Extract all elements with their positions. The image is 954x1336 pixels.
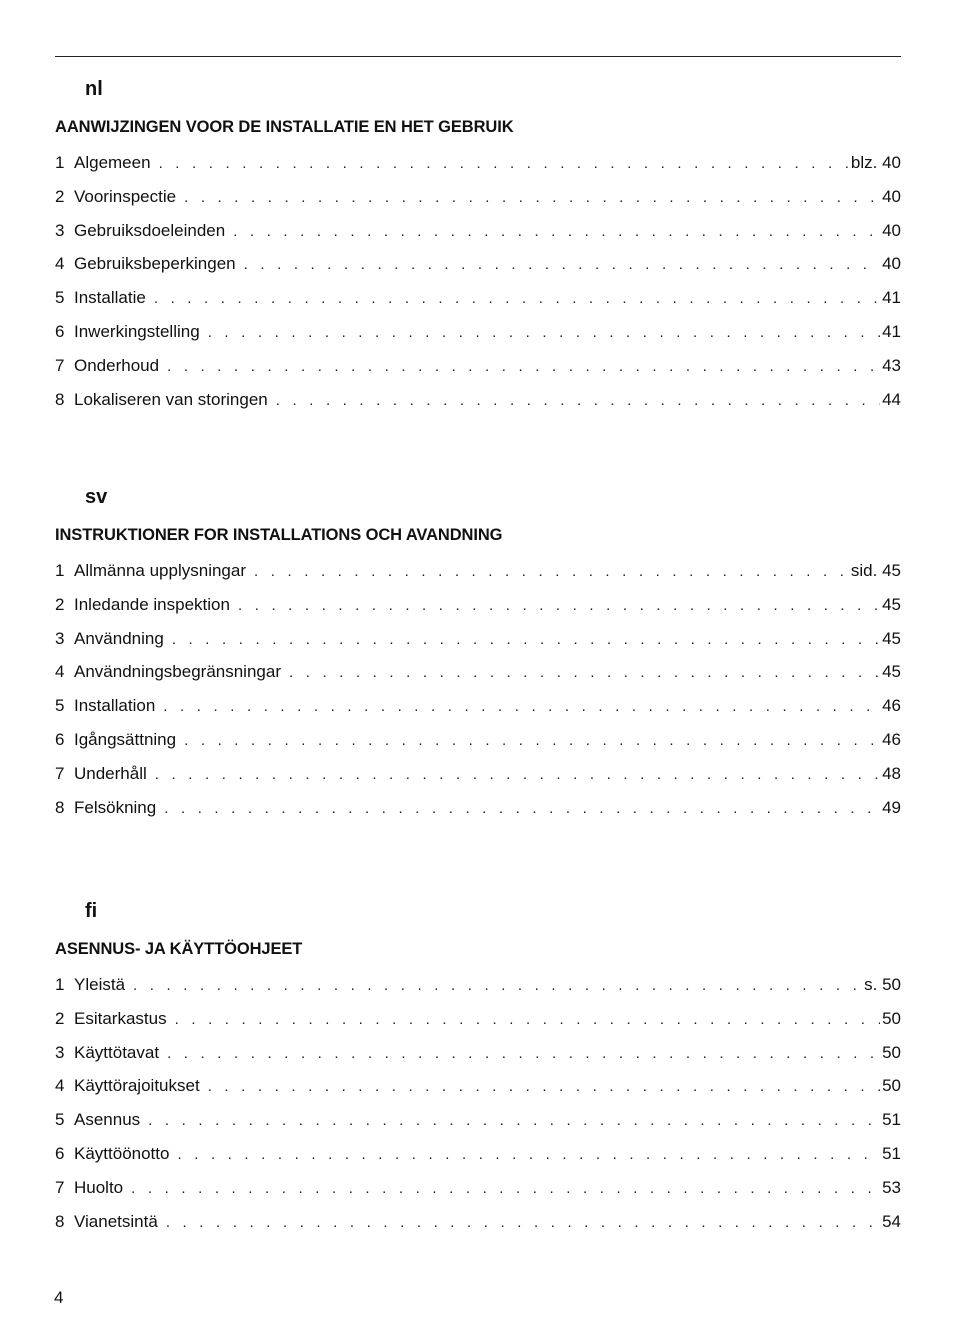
toc-entry [55, 655, 901, 689]
toc-entry-title: Inledande inspektion [74, 594, 230, 614]
toc-entry-page: s. 50 [864, 975, 901, 994]
dot-leader [254, 555, 849, 589]
toc-entry-title: Lokaliseren van storingen [74, 389, 268, 409]
toc-entry-title: Underhåll [74, 763, 147, 783]
top-rule [55, 56, 901, 57]
toc-entry-number: 5 [55, 696, 65, 716]
section-nl [55, 76, 901, 416]
toc-entry-page: 53 [882, 1177, 901, 1197]
toc-entry-page: blz. 40 [850, 153, 901, 172]
toc-list [55, 554, 901, 824]
toc-entry-title: Huolto [74, 1177, 124, 1197]
toc-entry [55, 1036, 901, 1070]
toc-entry-title: Esitarkastus [74, 1008, 167, 1028]
toc-entry-number: 1 [55, 975, 65, 994]
toc-entry-title: Allmänna upplysningar [74, 561, 246, 580]
toc-entry-number: 8 [55, 797, 65, 817]
toc-entry [55, 1137, 901, 1171]
toc-entry-title: Igångsättning [74, 729, 177, 749]
toc-entry [55, 180, 901, 214]
toc-entry-number: 1 [55, 561, 65, 580]
toc-entry [55, 689, 901, 723]
toc-entry-number: 7 [55, 763, 65, 783]
toc-entry-number: 3 [55, 220, 65, 240]
toc-entry-number: 4 [55, 662, 65, 682]
toc-entry-page: 41 [882, 321, 901, 341]
toc-entry-number: 5 [55, 1110, 65, 1130]
toc-entry-number: 7 [55, 1177, 65, 1197]
toc-entry-number: 2 [55, 594, 65, 614]
toc-entry-page: 49 [882, 797, 901, 817]
toc-entry-number: 5 [55, 288, 65, 308]
toc-entry-page: 50 [882, 1042, 901, 1062]
toc-entry-number: 3 [55, 1042, 65, 1062]
dot-leader [184, 724, 880, 758]
toc-entry-page: 40 [882, 254, 901, 274]
toc-entry [55, 968, 901, 1002]
toc-entry-title: Yleistä [74, 975, 126, 994]
toc-entry-page: sid. 45 [850, 561, 901, 580]
dot-leader [164, 792, 880, 826]
dot-leader [133, 969, 862, 1003]
toc-entry-page: 50 [882, 1008, 901, 1028]
toc-entry [55, 315, 901, 349]
toc-entry-title: Käyttötavat [74, 1042, 160, 1062]
toc-entry-number: 8 [55, 389, 65, 409]
toc-entry-page: 51 [882, 1110, 901, 1130]
toc-entry-number: 1 [55, 153, 65, 172]
toc-entry-number: 6 [55, 729, 65, 749]
toc-entry [55, 554, 901, 588]
dot-leader [163, 690, 880, 724]
toc-entry-page: 44 [882, 389, 901, 409]
dot-leader [289, 656, 880, 690]
toc-entry [55, 791, 901, 825]
section-heading: ASENNUS- JA KÄYTTÖOHJEET [55, 940, 303, 958]
toc-entry [55, 723, 901, 757]
section-fi [55, 898, 901, 1238]
toc-entry-number: 3 [55, 628, 65, 648]
toc-entry-page: 51 [882, 1143, 901, 1163]
toc-entry-number: 2 [55, 186, 65, 206]
toc-entry-number: 2 [55, 1008, 65, 1028]
toc-entry-number: 6 [55, 321, 65, 341]
toc-entry [55, 383, 901, 417]
dot-leader [184, 181, 880, 215]
dot-leader [148, 1104, 880, 1138]
toc-entry [55, 588, 901, 622]
toc-entry-page: 46 [882, 696, 901, 716]
dot-leader [238, 589, 880, 623]
toc-entry-title: Asennus [74, 1110, 141, 1130]
toc-entry [55, 1171, 901, 1205]
toc-entry-title: Vianetsintä [74, 1211, 158, 1231]
toc-entry-page: 45 [882, 628, 901, 648]
toc-entry-number: 4 [55, 254, 65, 274]
toc-entry-title: Inwerkingstelling [74, 321, 200, 341]
toc-entry-title: Installation [74, 696, 156, 716]
toc-entry [55, 622, 901, 656]
toc-entry-title: Algemeen [74, 153, 151, 172]
section-heading: INSTRUKTIONER FOR INSTALLATIONS OCH AVANDNING [55, 526, 503, 544]
toc-entry-page: 40 [882, 220, 901, 240]
toc-entry [55, 281, 901, 315]
dot-leader [276, 384, 880, 418]
toc-entry [55, 1103, 901, 1137]
toc-list [55, 968, 901, 1238]
toc-list [55, 146, 901, 416]
toc-entry [55, 247, 901, 281]
toc-entry-title: Onderhoud [74, 355, 160, 375]
dot-leader [131, 1172, 880, 1206]
dot-leader [166, 1206, 880, 1240]
page-number: 4 [54, 1288, 64, 1307]
toc-entry-title: Gebruiksbeperkingen [74, 254, 236, 274]
language-code: sv [85, 486, 108, 508]
dot-leader [159, 147, 849, 181]
dot-leader [172, 623, 880, 657]
toc-entry-title: Voorinspectie [74, 186, 177, 206]
dot-leader [155, 758, 880, 792]
toc-entry [55, 757, 901, 791]
toc-entry-page: 46 [882, 729, 901, 749]
dot-leader [208, 1070, 880, 1104]
toc-entry-page: 41 [882, 288, 901, 308]
toc-entry-page: 43 [882, 355, 901, 375]
toc-entry [55, 1069, 901, 1103]
dot-leader [233, 215, 880, 249]
section-heading: AANWIJZINGEN VOOR DE INSTALLATIE EN HET GEBRUIK [55, 118, 514, 136]
toc-entry-page: 45 [882, 594, 901, 614]
dot-leader [177, 1138, 880, 1172]
dot-leader [208, 316, 880, 350]
dot-leader [167, 1037, 880, 1071]
toc-entry-number: 6 [55, 1143, 65, 1163]
toc-entry-title: Käyttörajoitukset [74, 1076, 200, 1096]
language-code: fi [85, 900, 98, 922]
toc-entry-title: Felsökning [74, 797, 157, 817]
toc-entry-page: 54 [882, 1211, 901, 1231]
toc-entry [55, 349, 901, 383]
toc-entry-title: Användningsbegränsningar [74, 662, 281, 682]
dot-leader [167, 350, 880, 384]
toc-entry-page: 48 [882, 763, 901, 783]
dot-leader [154, 282, 880, 316]
toc-entry [55, 1205, 901, 1239]
toc-entry-title: Gebruiksdoeleinden [74, 220, 226, 240]
toc-entry-title: Installatie [74, 288, 146, 308]
toc-entry-title: Användning [74, 628, 164, 648]
toc-entry-number: 8 [55, 1211, 65, 1231]
dot-leader [244, 248, 880, 282]
toc-entry-number: 4 [55, 1076, 65, 1096]
toc-entry-number: 7 [55, 355, 65, 375]
toc-entry [55, 146, 901, 180]
toc-entry-page: 40 [882, 186, 901, 206]
toc-entry-page: 50 [882, 1076, 901, 1096]
dot-leader [175, 1003, 880, 1037]
toc-entry-title: Käyttöönotto [74, 1143, 170, 1163]
toc-entry-page: 45 [882, 662, 901, 682]
toc-entry [55, 214, 901, 248]
section-sv [55, 484, 901, 824]
toc-entry [55, 1002, 901, 1036]
language-code: nl [85, 78, 103, 100]
